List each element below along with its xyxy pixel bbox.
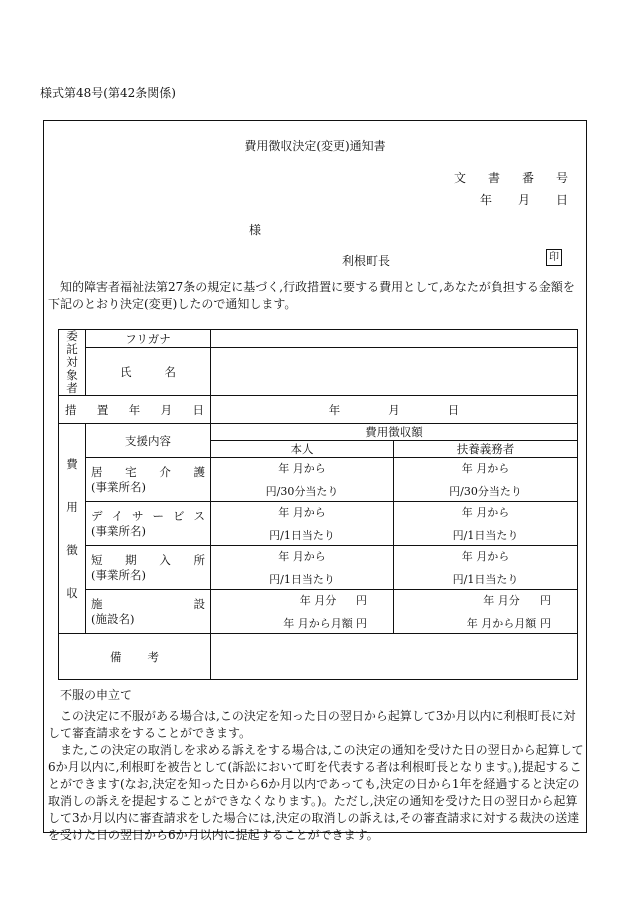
furigana-label: フリガナ bbox=[86, 330, 211, 348]
seal-mark: 印 bbox=[546, 249, 562, 266]
document-title: 費用徴収決定(変更)通知書 bbox=[244, 139, 386, 153]
intro-paragraph: 知的障害者福祉法第27条の規定に基づく,行政措置に要する費用として,あなたが負担する金額を下記のとおり決定(変更)したので通知します。 bbox=[48, 280, 575, 311]
remarks-field[interactable] bbox=[211, 634, 578, 680]
supporter-label: 扶養義務者 bbox=[394, 441, 578, 458]
notice-frame bbox=[43, 120, 587, 842]
short-stay-self-amount[interactable]: 年 月から 円/1日当たり bbox=[211, 546, 394, 590]
service-day-service: デ イ サ ー ビ ス (事業所名) bbox=[86, 502, 211, 546]
service-home-care: 居 宅 介 護 (事業所名) bbox=[86, 458, 211, 502]
name-label: 氏 名 bbox=[86, 348, 211, 396]
home-care-supporter-amount[interactable]: 年 月から 円/30分当たり bbox=[394, 458, 578, 502]
day-service-supporter-amount[interactable]: 年 月から 円/1日当たり bbox=[394, 502, 578, 546]
fee-header: 費 用 徴 収 bbox=[59, 424, 86, 634]
facility-supporter-amount[interactable]: 年 月分 円 年 月から月額 円 bbox=[394, 590, 578, 634]
subject-header: 委 託 対 象 者 bbox=[59, 330, 86, 396]
placement-date-label: 措 置 年 月 日 bbox=[59, 396, 211, 424]
issue-date: 年 月 日 bbox=[479, 193, 568, 207]
service-short-stay: 短 期 入 所 (事業所名) bbox=[86, 546, 211, 590]
issuer-name: 利根町長 bbox=[342, 254, 391, 268]
facility-self-amount[interactable]: 年 月分 円 年 月から月額 円 bbox=[211, 590, 394, 634]
form-number-label: 様式第48号(第42条関係) bbox=[40, 86, 176, 100]
furigana-field[interactable] bbox=[211, 330, 578, 348]
name-field[interactable] bbox=[211, 348, 578, 396]
home-care-self-amount[interactable]: 年 月から 円/30分当たり bbox=[211, 458, 394, 502]
remarks-label: 備 考 bbox=[59, 634, 211, 680]
appeal-paragraph-1: この決定に不服がある場合は,この決定を知った日の翌日から起算して3か月以内に利根町長に対して審査請求をすることができます。 bbox=[48, 709, 576, 740]
fee-table bbox=[58, 329, 578, 680]
day-service-self-amount[interactable]: 年 月から 円/1日当たり bbox=[211, 502, 394, 546]
document-number: 文 書 番 号 bbox=[453, 171, 568, 185]
addressee: 様 bbox=[249, 223, 262, 237]
appeal-heading: 不服の申立て bbox=[60, 688, 133, 702]
support-content-label: 支援内容 bbox=[86, 424, 211, 458]
appeal-paragraph-2: また,この決定の取消しを求める訴えをする場合は,この決定の通知を受けた日の翌日から起算して6か月以内に,利根町を被告として(訴訟において町を代表する者は利根町長となります。),提起することができます(なお,決定を知った日から6か月以内であっても,決定の日から1年を経過すると決定の取消しの訴えを提起することができなくなります。)。ただし,決定の通知を受けた日の翌日から起算して3か月以内に審査請求をした場合には,決定の取消しの訴えは,その審査請求に対する裁決の送達を受けた日の翌日から6か月以内に提起することができます。 bbox=[48, 743, 584, 842]
fee-amount-label: 費用徴収額 bbox=[211, 424, 578, 441]
placement-date-field[interactable]: 年 月 日 bbox=[211, 396, 578, 424]
short-stay-supporter-amount[interactable]: 年 月から 円/1日当たり bbox=[394, 546, 578, 590]
self-label: 本人 bbox=[211, 441, 394, 458]
appeal-section bbox=[48, 687, 584, 844]
service-facility: 施 設 (施設名) bbox=[86, 590, 211, 634]
